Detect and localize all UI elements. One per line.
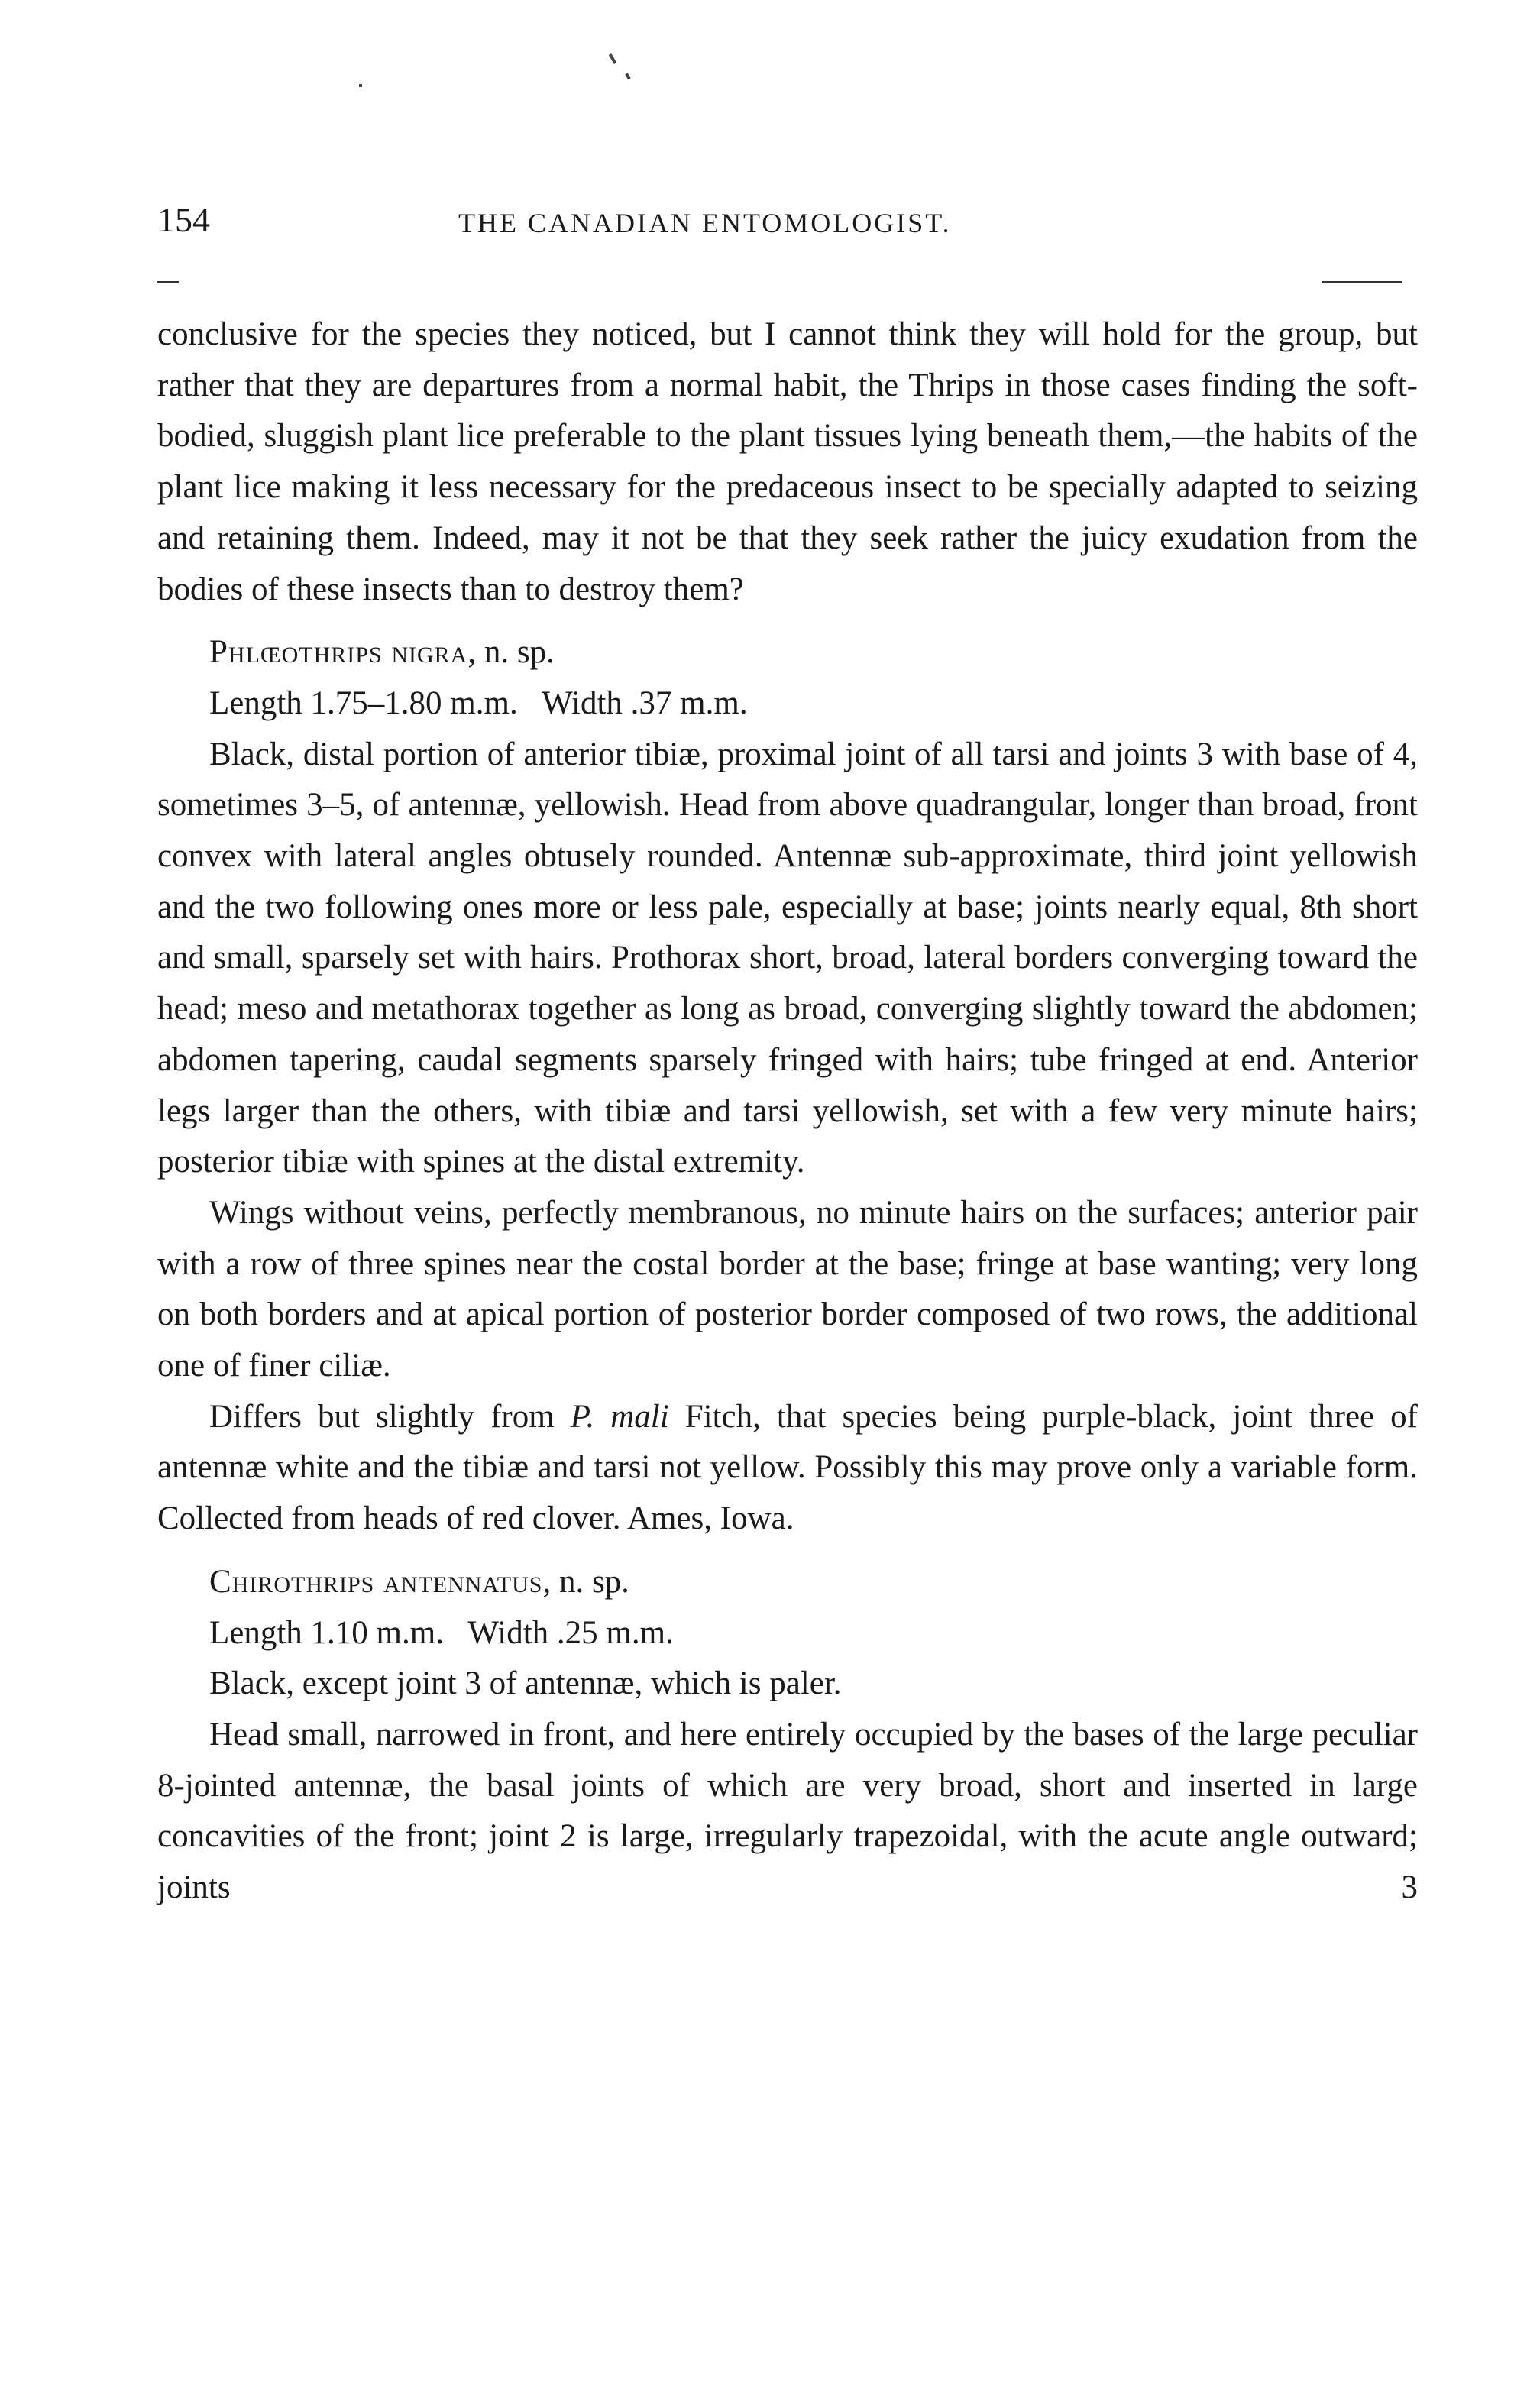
species-name: Chirothrips antennatus xyxy=(209,1563,543,1600)
scan-speck xyxy=(609,53,616,64)
page-number: 154 xyxy=(157,200,210,239)
description-paragraph: Black, distal portion of anterior tibiæ, proximal joint of all tarsi and joints 3 with base of 4, sometimes 3–5, of antennæ, yellowish. Head from above quadrangular, longer than broad, front convex with lateral angles obtusely rounded. Antennæ sub-approximate, third joint yellowish and the two following ones more or less pale, especially at base; joints nearly equal, 8th short and small, sparsely set with hairs. Prothorax short, broad, lateral borders converging toward the head; meso and metathorax together as long as broad, converging slightly toward the abdomen; abdomen tapering, caudal segments sparsely fringed with hairs; tube fringed at end. Anterior legs larger than the others, with tibiæ and tarsi yellowish, set with a few very minute hairs; posterior tibiæ with spines at the distal extremity. xyxy=(157,736,1418,1180)
intro-paragraph: conclusive for the species they noticed, but I cannot think they will hold for the group, but rather that they are departures from a normal habit, the Thrips in those cases finding the soft-bodied, sluggish plant lice preferable to the plant tissues lying beneath them,—the habits of the plant lice making it less necessary for the predaceous insect to be specially adapted to seizing and retaining them. Indeed, may it not be that they seek rather the juicy exudation from the bodies of these insects than to destroy them? xyxy=(157,316,1418,607)
species-heading xyxy=(157,1557,1418,1608)
species-measurements: Length 1.75–1.80 m.m. Width .37 m.m. xyxy=(209,685,748,721)
comparison-paragraph xyxy=(157,1392,1418,1545)
scan-speck xyxy=(625,73,630,80)
species-measurements: Length 1.10 m.m. Width .25 m.m. xyxy=(209,1614,674,1651)
scan-speck xyxy=(359,84,362,87)
description-paragraph: Black, except joint 3 of antennæ, which is paler. xyxy=(209,1665,842,1702)
comparison-text: Fitch, that species being purple-black, joint three of antennæ white and the tibiæ and tarsi not yellow. Possibly this may prove only a variable form. Collected from heads of red clover. Ames, Iowa. xyxy=(157,1398,1419,1537)
description-paragraph: Head small, narrowed in front, and here entirely occupied by the bases of the large peculiar 8-jointed antennæ, the basal joints of which are very broad, short and inserted in large concavities of the front; joint 2 is large, irregularly trapezoidal, with the acute angle outward; joints 3 xyxy=(157,1716,1418,1906)
body-text xyxy=(157,309,1418,1914)
comparison-text: Differs but slightly from xyxy=(209,1398,571,1435)
species-suffix: , n. sp. xyxy=(467,634,555,671)
header-rule-right xyxy=(1322,281,1402,283)
running-title: THE CANADIAN ENTOMOLOGIST. xyxy=(458,208,952,238)
species-heading xyxy=(157,627,1418,678)
species-suffix: , n. sp. xyxy=(542,1563,629,1600)
species-name: Phlœothrips nigra xyxy=(209,634,468,671)
description-paragraph: Wings without veins, perfectly membranous, no minute hairs on the surfaces; anterior pair with a row of three spines near the costal border at the base; fringe at base wanting; very long on both borders and at apical portion of posterior border composed of two rows, the additional one of finer ciliæ. xyxy=(157,1194,1418,1384)
header-rule-left xyxy=(157,281,179,283)
taxon-name: P. mali xyxy=(570,1398,669,1435)
